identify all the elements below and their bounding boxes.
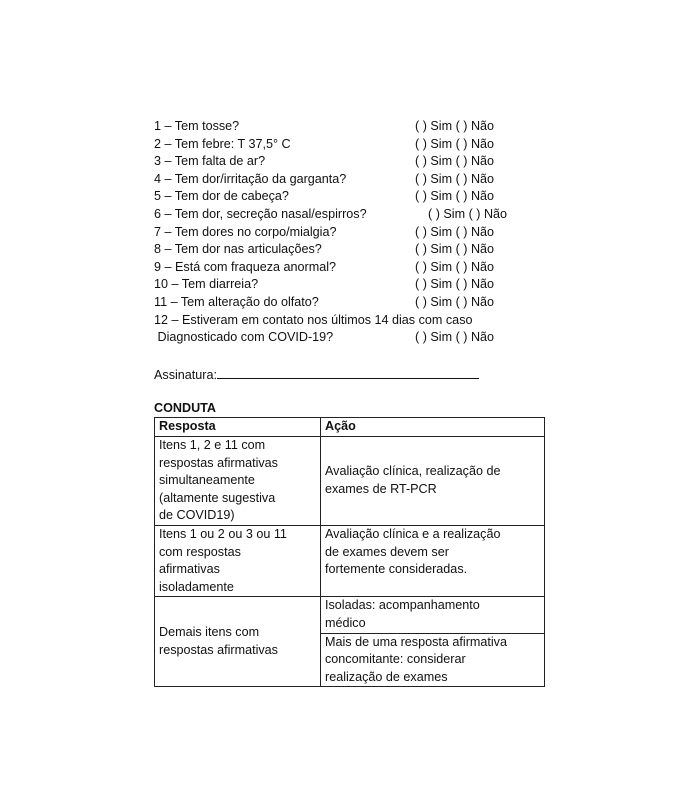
yes-no-options[interactable]: ( ) Sim ( ) Não — [415, 171, 495, 186]
question-text: 7 – Tem dores no corpo/mialgia? — [154, 224, 337, 239]
yes-no-options[interactable]: ( ) Sim ( ) Não — [415, 294, 495, 309]
question-row — [154, 171, 554, 189]
question-row — [154, 259, 554, 277]
cell-line: de COVID19) — [159, 508, 235, 523]
question-row — [154, 241, 554, 259]
cell-line: concomitante: considerar — [325, 652, 466, 667]
table-header-row — [155, 418, 545, 437]
question-row — [154, 206, 554, 224]
signature-label: Assinatura: — [154, 368, 217, 382]
table-row — [155, 437, 545, 526]
question-row — [154, 224, 554, 242]
questionnaire — [154, 118, 554, 347]
question-text: 6 – Tem dor, secreção nasal/espirros? — [154, 206, 367, 221]
yes-no-options[interactable]: ( ) Sim ( ) Não — [415, 242, 495, 257]
question-text: 2 – Tem febre: T 37,5° C — [154, 136, 291, 151]
yes-no-options[interactable]: ( ) Sim ( ) Não — [415, 136, 495, 151]
yes-no-options[interactable]: ( ) Sim ( ) Não — [415, 330, 495, 345]
column-header-acao: Ação — [321, 418, 545, 437]
question-row — [154, 312, 554, 330]
column-header-resposta: Resposta — [155, 418, 321, 437]
cell-line: respostas afirmativas — [159, 642, 278, 657]
cell-line: Mais de uma resposta afirmativa — [325, 634, 507, 649]
question-text: 3 – Tem falta de ar? — [154, 154, 266, 169]
question-text: 1 – Tem tosse? — [154, 119, 240, 133]
yes-no-options[interactable]: ( ) Sim ( ) Não — [415, 189, 495, 204]
cell-line: exames de RT-PCR — [325, 481, 437, 496]
conduta-title: CONDUTA — [154, 401, 217, 415]
question-text: 4 – Tem dor/irritação da garganta? — [154, 171, 347, 186]
question-text: 8 – Tem dor nas articulações? — [154, 242, 322, 257]
question-text: 5 – Tem dor de cabeça? — [154, 189, 289, 204]
question-text: 9 – Está com fraqueza anormal? — [154, 259, 337, 274]
cell-line: médico — [325, 615, 366, 630]
cell-line: respostas afirmativas — [159, 455, 278, 470]
yes-no-options[interactable]: ( ) Sim ( ) Não — [415, 154, 495, 169]
yes-no-options[interactable]: ( ) Sim ( ) Não — [415, 224, 495, 239]
acao-cell — [321, 437, 545, 526]
acao-cell — [321, 525, 545, 596]
cell-line: Avaliação clínica e a realização — [325, 526, 501, 541]
question-row — [154, 136, 554, 154]
yes-no-options[interactable]: ( ) Sim ( ) Não — [415, 277, 495, 292]
question-row — [154, 276, 554, 294]
resposta-cell — [155, 597, 321, 687]
cell-line: Isoladas: acompanhamento — [325, 598, 480, 613]
question-row — [154, 329, 554, 347]
conduta-table — [154, 417, 545, 687]
cell-line: Demais itens com — [159, 625, 260, 640]
cell-line: (altamente sugestiva — [159, 490, 276, 505]
cell-line: de exames devem ser — [325, 544, 449, 559]
signature-line[interactable] — [217, 366, 479, 379]
cell-line: Itens 1 ou 2 ou 3 ou 11 — [159, 526, 287, 541]
signature-field — [154, 366, 479, 384]
resposta-cell — [155, 437, 321, 526]
cell-line: isoladamente — [159, 579, 234, 594]
cell-line: com respostas — [159, 544, 241, 559]
question-row — [154, 294, 554, 312]
cell-line: Itens 1, 2 e 11 com — [159, 438, 266, 452]
resposta-cell — [155, 525, 321, 596]
question-row — [154, 153, 554, 171]
cell-line: simultaneamente — [159, 473, 255, 488]
question-text: Diagnosticado com COVID-19? — [154, 330, 334, 345]
table-row — [155, 525, 545, 596]
acao-cell — [321, 633, 545, 687]
question-text: 12 – Estiveram em contato nos últimos 14 dias com caso — [154, 312, 473, 327]
cell-line: realização de exames — [325, 669, 448, 684]
question-text: 11 – Tem alteração do olfato? — [154, 294, 319, 309]
yes-no-options[interactable]: ( ) Sim ( ) Não — [428, 206, 508, 221]
acao-cell — [321, 597, 545, 633]
cell-line: fortemente consideradas. — [325, 562, 468, 577]
cell-line: afirmativas — [159, 562, 220, 577]
question-text: 10 – Tem diarreia? — [154, 277, 259, 292]
question-row — [154, 118, 554, 136]
table-row — [155, 597, 545, 633]
yes-no-options[interactable]: ( ) Sim ( ) Não — [415, 119, 495, 133]
cell-line: Avaliação clínica, realização de — [325, 464, 501, 479]
yes-no-options[interactable]: ( ) Sim ( ) Não — [415, 259, 495, 274]
question-row — [154, 188, 554, 206]
